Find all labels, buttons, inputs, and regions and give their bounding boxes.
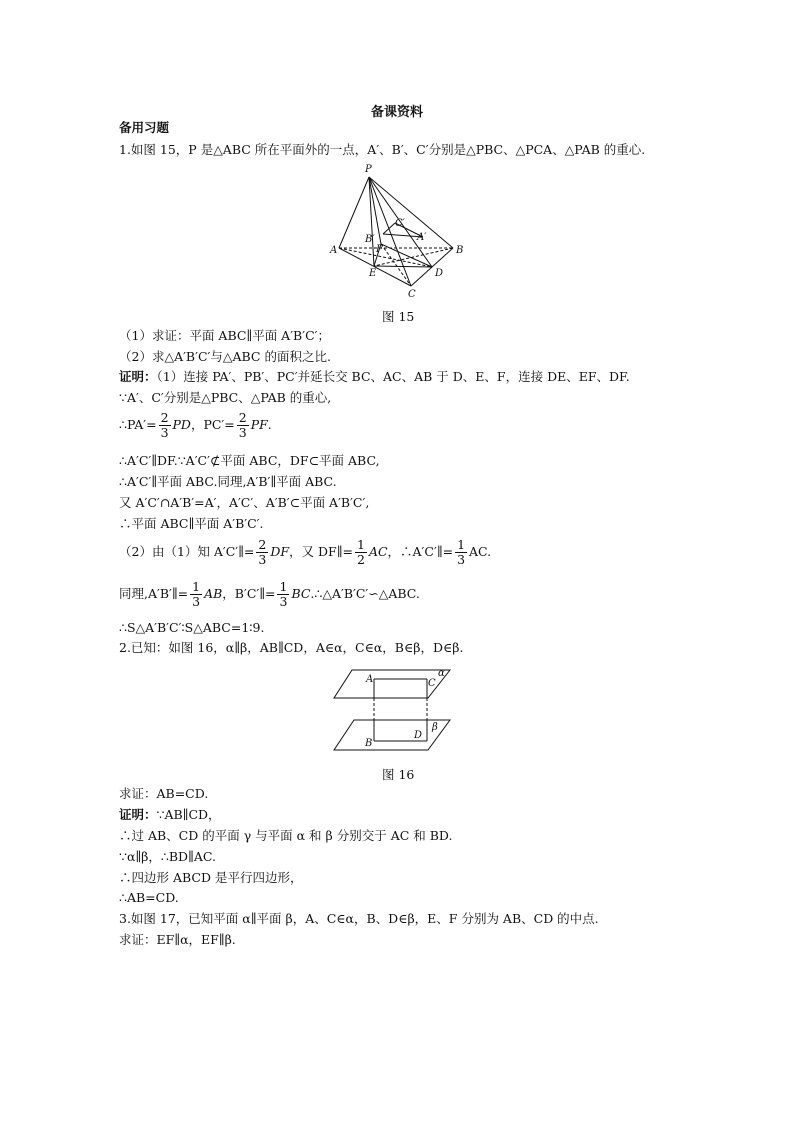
numerator: 1 (356, 537, 365, 552)
parallel-equal-symbol: ∥= (336, 544, 353, 559)
fig16-label-beta: β (432, 722, 438, 733)
proof-line-10: ∴S△A′B′C′∶S△ABC=1∶9. (119, 620, 265, 635)
problem-2-proof-line-4: ∴四边形 ABCD 是平行四边形， (119, 870, 303, 885)
problem-2-proof-line-2: ∴过 AB、CD 的平面 γ 与平面 α 和 β 分别交于 AC 和 BD. (119, 828, 453, 843)
fig15-label-D: D (435, 268, 444, 279)
fraction-1-2 (355, 538, 367, 567)
text: ，B′C′ (222, 586, 260, 601)
fig15-label-C-prime: C′ (395, 218, 405, 229)
fig15-label-B-prime: B′ (365, 234, 375, 245)
problem-2-question: 求证：AB=CD. (119, 786, 209, 801)
variable: BC (291, 586, 311, 601)
problem-2-proof-line-1 (119, 807, 221, 823)
proof-line-5: ∴A′C′∥平面 ABC.同理,A′B′∥平面 ABC. (119, 474, 337, 489)
figure-15-caption: 图 15 (382, 309, 415, 324)
fraction-2-3 (256, 538, 268, 567)
proof-line-6: 又 A′C′∩A′B′=A′，A′C′、A′B′⊂平面 A′B′C′, (119, 495, 370, 510)
text: . (267, 417, 272, 432)
numerator: 1 (457, 537, 466, 552)
problem-2-proof-line-5: ∴AB=CD. (119, 890, 179, 905)
problem-3-text: 3.如图 17，已知平面 α∥平面 β，A、C∈α，B、D∈β，E、F 分别为 AB、CD 的中点. (119, 911, 599, 926)
parallel-equal-symbol: ∥= (171, 586, 189, 601)
denominator: 3 (160, 425, 169, 440)
fig16-label-D: D (414, 730, 423, 741)
text: ∴PA′= (119, 417, 157, 432)
denominator: 3 (192, 594, 201, 609)
question-1: （1）求证：平面 ABC∥平面 A′B′C′； (119, 328, 330, 343)
fig15-label-C: C (408, 289, 416, 300)
fig15-label-B: B (456, 245, 464, 256)
fraction-1-3 (455, 538, 467, 567)
problem-2-text: 2.已知：如图 16，α∥β，AB∥CD，A∈α，C∈α，B∈β，D∈β. (119, 640, 464, 655)
proof-line-4: ∴A′C′∥DF.∵A′C′⊄平面 ABC，DF⊂平面 ABC, (119, 453, 380, 468)
fig15-label-E: E (369, 268, 377, 279)
parallel-equal-symbol: ∥= (238, 544, 255, 559)
section-heading: 备用习题 (119, 120, 170, 135)
fraction-2-3 (159, 411, 171, 440)
fig16-label-A: A (366, 674, 374, 685)
numerator: 2 (238, 410, 247, 425)
proof-text: ∵AB∥CD， (156, 807, 221, 822)
variable: PD (172, 417, 191, 432)
denominator: 3 (457, 552, 466, 567)
text: 同理,A′B′ (119, 586, 172, 601)
variable: AC (368, 544, 388, 559)
proof-line-7: ∴平面 ABC∥平面 A′B′C′. (119, 516, 264, 531)
fig16-label-C: C (428, 678, 436, 689)
fig15-label-A: A (330, 245, 338, 256)
denominator: 3 (238, 425, 247, 440)
text: ，PC′= (190, 417, 235, 432)
text: AC. (469, 544, 492, 559)
denominator: 2 (356, 552, 365, 567)
variable: AB (204, 586, 223, 601)
proof-line-3 (119, 408, 272, 442)
numerator: 1 (192, 579, 201, 594)
figure-16-caption: 图 16 (382, 767, 415, 782)
problem-2-proof-line-3: ∵α∥β，∴BD∥AC. (119, 849, 216, 864)
numerator: 2 (160, 410, 169, 425)
fraction-1-3 (277, 580, 289, 609)
proof-line-2: ∵A′、C′分别是△PBC、△PAB 的重心, (119, 390, 332, 405)
fraction-2-3 (237, 411, 249, 440)
proof-line-8 (119, 535, 491, 569)
proof-label: 证明： (119, 807, 157, 822)
proof-line-9 (119, 577, 420, 611)
fraction-1-3 (190, 580, 202, 609)
page-title: 备课资料 (370, 105, 423, 120)
figure-16-parallel-planes (332, 665, 462, 760)
fig15-label-F: F (376, 244, 383, 255)
parallel-equal-symbol: ∥= (259, 586, 276, 601)
question-2: （2）求△A′B′C′与△ABC 的面积之比. (119, 349, 331, 364)
numerator: 1 (279, 579, 288, 594)
proof-text: （1）连接 PA′、PB′、PC′并延长交 BC、AC、AB 于 D、E、F，连接 DE、EF、DF. (156, 369, 630, 384)
text: ，又 DF (289, 544, 337, 559)
fig15-label-A-prime: A′ (417, 232, 427, 243)
fig15-label-P: P (365, 164, 372, 175)
proof-line-1 (119, 369, 630, 385)
problem-3-question: 求证：EF∥α，EF∥β. (119, 932, 236, 947)
text: .∴△A′B′C′∽△ABC. (310, 586, 420, 601)
problem-1-text: 1.如图 15，P 是△ABC 所在平面外的一点，A′、B′、C′分别是△PBC、△PCA、△PAB 的重心. (119, 142, 646, 157)
parallel-equal-symbol: ∥= (436, 544, 454, 559)
fig16-label-alpha: α (438, 668, 445, 679)
text: （2）由（1）知 A′C′ (119, 544, 239, 559)
text: ，∴A′C′ (387, 544, 437, 559)
variable: DF (270, 544, 290, 559)
denominator: 3 (258, 552, 267, 567)
proof-label: 证明： (119, 369, 157, 384)
fig16-label-B: B (365, 738, 373, 749)
numerator: 2 (258, 537, 267, 552)
variable: PF (250, 417, 268, 432)
denominator: 3 (279, 594, 288, 609)
figure-15-pyramid (325, 160, 475, 300)
